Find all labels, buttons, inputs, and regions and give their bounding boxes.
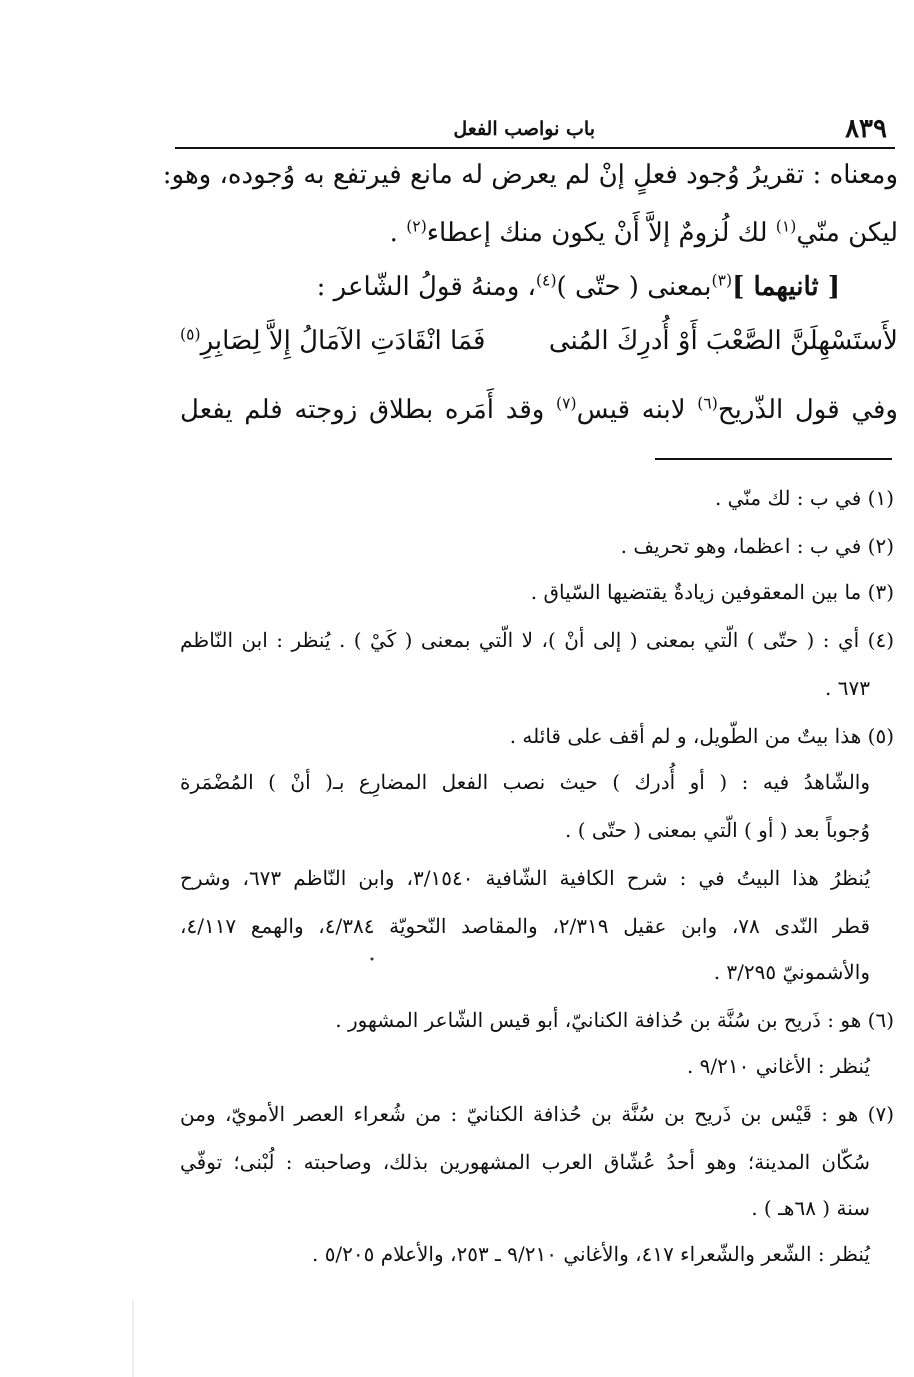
footnote-separator <box>655 458 892 460</box>
footnote-ref-6[interactable]: (٦) <box>697 394 718 413</box>
footnote-7-line-3: سنة ( ٦٨هـ ) . <box>751 1196 870 1220</box>
footnote-5-line-1: (٥) هذا بيتٌ من الطّويل، و لم أقف على قائله . <box>509 724 894 748</box>
body-line-2-text-c: . <box>389 218 407 248</box>
footnote-ref-7[interactable]: (٧) <box>556 394 577 413</box>
body-line-2-text-a: ليكن منّي <box>796 218 898 248</box>
footnote-1: (١) في ب : لك منّي . <box>714 486 894 510</box>
header-rule <box>175 147 895 149</box>
page-number: ٨٣٩ <box>845 114 887 144</box>
body-line-1: ومعناه : تقريرُ وُجود فعلٍ إنْ لم يعرض له مانع فيرتفع به وُجوده، وهو: <box>162 160 898 190</box>
body-line-3 <box>180 272 840 302</box>
footnote-5-line-2: والشّاهدُ فيه : ( أو أُدرك ) حيث نصب الفعل المضارِع بـ( أنْ ) المُضْمَرة <box>180 770 870 794</box>
verse-first-hemistich: لأَستَسْهِلَنَّ الصَّعْبَ أَوْ أُدرِكَ المُنى <box>548 326 898 356</box>
footnote-ref-2[interactable]: (٢) <box>406 217 427 236</box>
body-line-3-text-b: ، ومنهُ قولُ الشّاعر : <box>316 272 536 302</box>
section-heading-second: [ ثانيهما ] <box>732 272 840 302</box>
footnote-ref-4[interactable]: (٤) <box>535 271 557 290</box>
footnote-5-line-5: قطر النّدى ٧٨، وابن عقيل ٢/٣١٩، والمقاصد النّحويّة ٤/٣٨٤، والهمع ٤/١١٧، <box>180 914 871 938</box>
chapter-title: باب نواصب الفعل <box>453 118 595 140</box>
footnote-ref-1[interactable]: (١) <box>775 217 797 236</box>
footnote-5-line-6: والأشمونيّ ٣/٢٩٥ . <box>713 960 870 984</box>
body-line-5 <box>180 395 898 425</box>
footnote-2: (٢) في ب : اعظما، وهو تحريف . <box>620 534 894 558</box>
footnote-4-line-1: (٤) أي : ( حتّى ) الّتي بمعنى ( إلى أنْ )، لا الّتي بمعنى ( كَيْ ) . يُنظر : ابن النّاظم <box>180 628 894 652</box>
body-line-2 <box>180 218 898 248</box>
footnote-6-line-2: يُنظر : الأغاني ٩/٢١٠ . <box>686 1054 870 1078</box>
footnote-ref-3[interactable]: (٣) <box>711 271 733 290</box>
footnote-3: (٣) ما بين المعقوفين زيادةٌ يقتضيها السّياق . <box>530 580 894 604</box>
footnote-5-line-4: يُنظرُ هذا البيتُ في : شرح الكافية الشّافية ٣/١٥٤٠، وابن النّاظم ٦٧٣، وشرح <box>180 866 871 890</box>
footnote-6-line-1: (٦) هو : ذَريح بن سُنَّة بن حُذافة الكنانيّ، أبو قيس الشّاعر المشهور . <box>335 1008 894 1032</box>
body-line-5-text-a: وفي قول الذّريح <box>717 395 898 425</box>
footnote-7-line-2: سُكّان المدينة؛ وهو أحدُ عُشّاق العرب المشهورين بذلك، وصاحبته : لُبْنى؛ توفّي <box>180 1150 870 1174</box>
footnote-4-line-2: ٦٧٣ . <box>825 676 870 700</box>
verse-second-hemistich-wrap <box>180 326 485 356</box>
footnote-7-line-1: (٧) هو : قَيْس بن ذَريح بن سُنَّة بن حُذافة الكنانيّ : من شُعراء العصر الأمويّ، ومن <box>180 1102 894 1126</box>
footnote-ref-5[interactable]: (٥) <box>180 325 201 344</box>
body-line-3-text-a: بمعنى ( حتّى ) <box>556 272 712 302</box>
page-header <box>175 112 895 146</box>
body-line-5-text-b: لابنه قيس <box>576 395 698 425</box>
footnote-7-line-4: يُنظر : الشّعر والشّعراء ٤١٧، والأغاني ٩/٢١٠ ـ ٢٥٣، والأعلام ٥/٢٠٥ . <box>311 1242 870 1266</box>
body-line-2-text-b: لك لُزومٌ إلاَّ أَنْ يكون منك إعطاء <box>426 218 776 248</box>
body-line-5-text-c: وقد أَمَره بطلاق زوجته فلم يفعل <box>180 395 557 425</box>
footnote-5-line-3: وُجوباً بعد ( أو ) الّتي بمعنى ( حتّى ) . <box>565 818 870 842</box>
verse-second-hemistich: فَمَا انْقَادَتِ الآمَالُ إِلاَّ لِصَابِرِ <box>200 326 486 356</box>
